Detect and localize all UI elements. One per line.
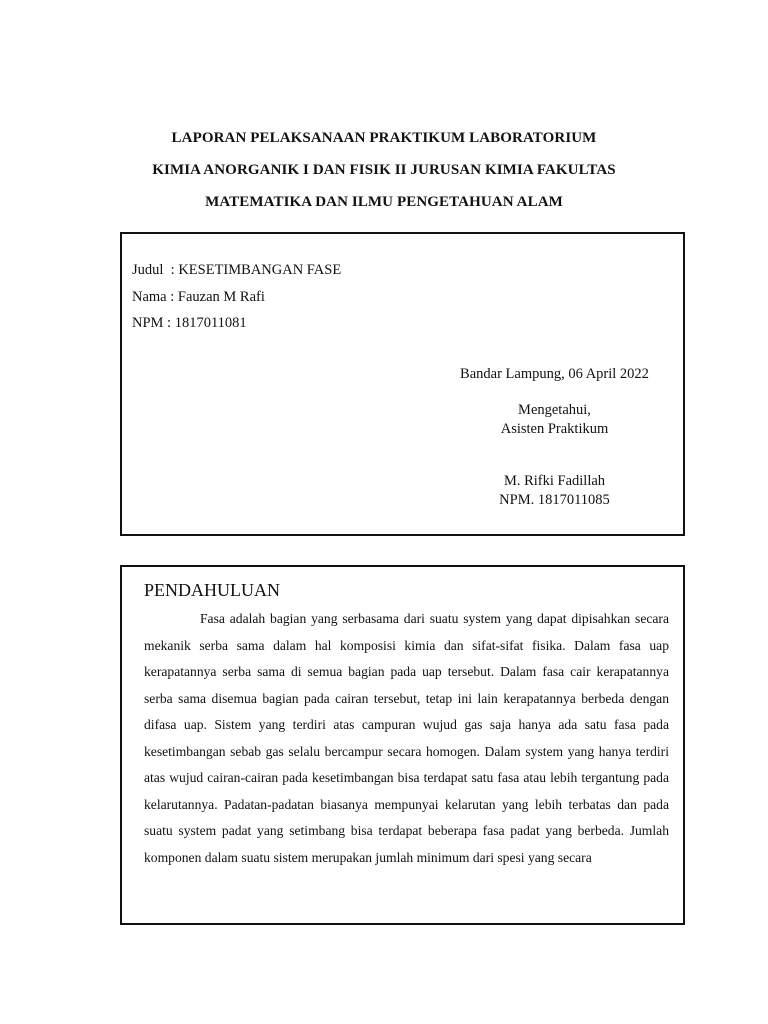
assistant-npm: NPM. 1817011085 <box>499 492 610 508</box>
acknowledgement-block <box>422 401 687 439</box>
title-line-3: MATEMATIKA DAN ILMU PENGETAHUAN ALAM <box>205 194 563 210</box>
report-title <box>0 122 768 218</box>
place-date: Bandar Lampung, 06 April 2022 <box>460 366 649 382</box>
report-info-box <box>120 232 685 536</box>
assistant-role: Asisten Praktikum <box>500 421 609 437</box>
student-info <box>132 257 341 337</box>
npm-field: NPM : 1817011081 <box>132 315 247 331</box>
title-line-1: LAPORAN PELAKSANAAN PRAKTIKUM LABORATORIUM <box>171 130 597 146</box>
place-date-block <box>422 365 687 384</box>
acknowledged-label: Mengetahui, <box>518 402 591 418</box>
section-title: PENDAHULUAN <box>144 580 280 600</box>
judul-field: Judul : KESETIMBANGAN FASE <box>132 262 342 278</box>
section-body: Fasa adalah bagian yang serbasama dari suatu system yang dapat dipisahkan secara mekanik serba sama dalam hal komposisi kimia dan sifat-sifat fisika. Dalam fasa uap kerapatannya serba sama di semua bagian pada uap tersebut. Dalam fasa cair kerapatannya serba sama disemua bagian pada cairan tersebut, tetap ini lain kerapatannya berbeda dengan difasa uap. Sistem yang terdiri atas campuran wujud gas saja hanya ada satu fasa pada kesetimbangan sebab gas selalu bercampur secara homogen. Dalam system yang hanya terdiri atas wujud cairan-cairan pada kesetimbangan bisa terdapat satu fasa atau lebih tergantung pada kelarutannya. Padatan-padatan biasanya mempunyai kelarutan yang lebih terbatas dan pada suatu system padat yang setimbang bisa terdapat beberapa fasa padat yang berbeda. Jumlah komponen dalam suatu sistem merupakan jumlah minimum dari spesi yang secara <box>144 611 669 865</box>
title-line-2: KIMIA ANORGANIK I DAN FISIK II JURUSAN KIMIA FAKULTAS <box>152 162 616 178</box>
pendahuluan-box <box>120 565 685 925</box>
assistant-name: M. Rifki Fadillah <box>503 473 606 489</box>
assistant-signature-block <box>422 472 687 510</box>
nama-field: Nama : Fauzan M Rafi <box>132 288 265 305</box>
